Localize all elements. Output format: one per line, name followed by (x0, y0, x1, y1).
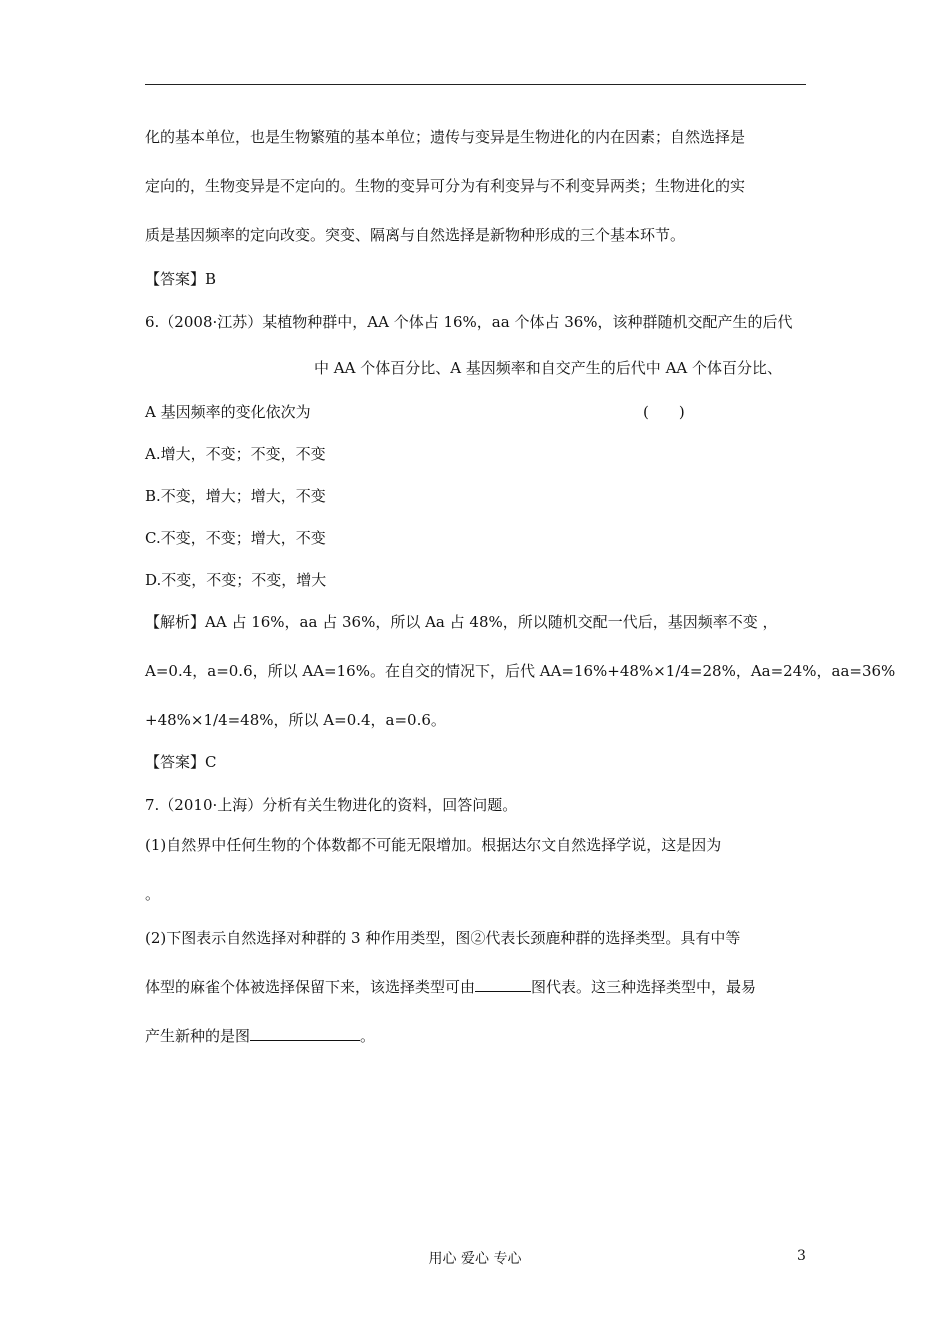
text-segment: 体型的麻雀个体被选择保留下来，该选择类型可由 (145, 978, 476, 996)
text-line: 质是基因频率的定向改变。突变、隔离与自然选择是新物种形成的三个基本环节。 (145, 226, 686, 244)
q7-part1-end: 。 (145, 885, 161, 903)
option-b: B.不变，增大；增大，不变 (145, 487, 326, 505)
answer-blank[interactable] (475, 977, 531, 992)
page-number: 3 (797, 1248, 806, 1264)
q7-part2-line1: (2)下图表示自然选择对种群的 3 种作用类型，图②代表长颈鹿种群的选择类型。具有中等 (145, 929, 741, 947)
answer-line-6 (145, 752, 217, 772)
answer-line-5 (145, 269, 216, 289)
q7-stem: 7.（2010·上海）分析有关生物进化的资料，回答问题。 (145, 796, 518, 814)
answer-tag: 【答案】 (145, 270, 206, 288)
option-c: C.不变，不变；增大，不变 (145, 529, 326, 547)
analysis-line1 (145, 612, 778, 632)
header-rule (145, 84, 806, 85)
q6-stem-line3: A 基因频率的变化依次为 (145, 403, 311, 421)
answer-value: C (205, 753, 217, 771)
analysis-line3: +48%×1/4=48%，所以 A=0.4，a=0.6。 (145, 711, 446, 729)
answer-value: B (205, 270, 217, 288)
option-a: A.增大，不变；不变，不变 (145, 445, 326, 463)
q7-part2-line2 (145, 977, 756, 997)
text-line: 化的基本单位，也是生物繁殖的基本单位；遗传与变异是生物进化的内在因素；自然选择是 (145, 128, 746, 146)
text-segment: 产生新种的是图 (145, 1027, 251, 1045)
q6-stem-line1: 6.（2008·江苏）某植物种群中，AA 个体占 16%，aa 个体占 36%，该种群随机交配产生的后代 (145, 313, 793, 331)
analysis-text: AA 占 16%，aa 占 36%，所以 Aa 占 48%，所以随机交配一代后，基因频率不变 ， (205, 613, 778, 631)
text-line: 定向的，生物变异是不定向的。生物的变异可分为有利变异与不利变异两类；生物进化的实 (145, 177, 746, 195)
footer-motto: 用心 爱心 专心 (428, 1251, 522, 1267)
q6-stem-line2: 中 AA 个体百分比、A 基因频率和自交产生的后代中 AA 个体百分比、 (314, 359, 783, 377)
answer-blank[interactable] (250, 1026, 360, 1041)
answer-tag: 【答案】 (145, 753, 206, 771)
q7-part1: (1)自然界中任何生物的个体数都不可能无限增加。根据达尔文自然选择学说，这是因为 (145, 836, 722, 854)
q7-part2-line3 (145, 1026, 375, 1046)
analysis-tag: 【解析】 (145, 613, 206, 631)
analysis-line2: A=0.4，a=0.6，所以 AA=16%。在自交的情况下，后代 AA=16%+48%×1/4=28%，Aa=24%，aa=36% (145, 662, 896, 680)
option-d: D.不变，不变；不变，增大 (145, 571, 327, 589)
answer-parentheses: ( ) (643, 403, 685, 421)
text-segment: 图代表。这三种选择类型中，最易 (531, 978, 757, 996)
text-segment: 。 (360, 1027, 376, 1045)
